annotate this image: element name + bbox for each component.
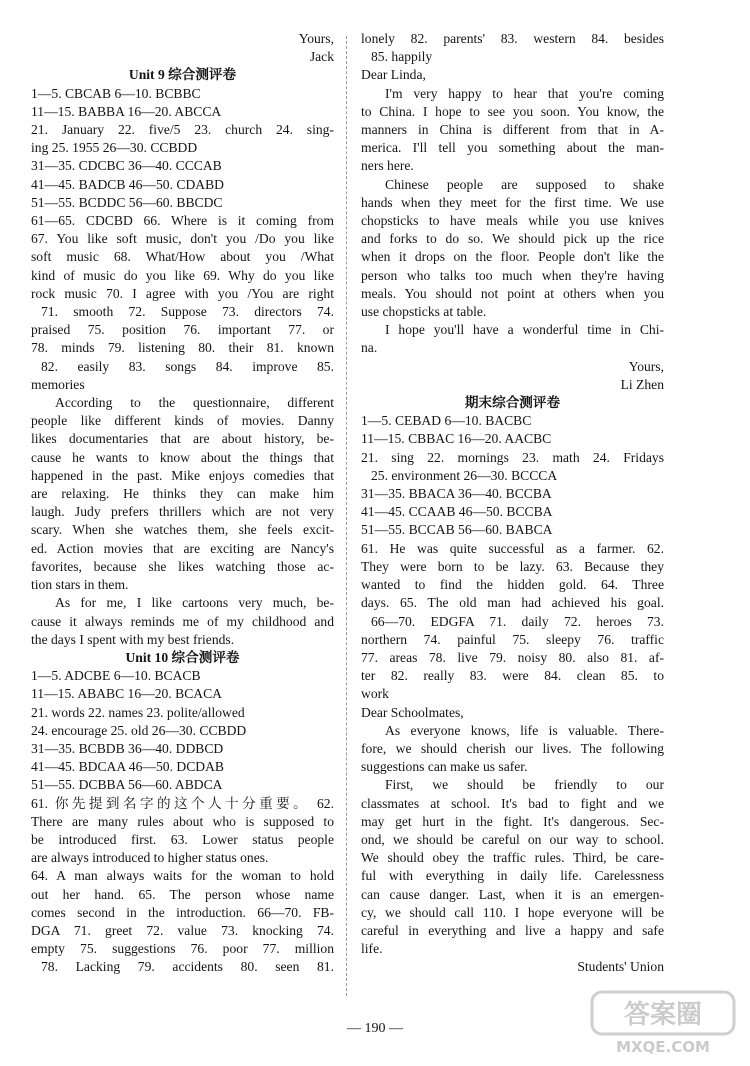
text-line: 31—35. CDCBC 36—40. CCCAB [31, 158, 222, 174]
text-line: 71. smooth 72. Suppose 73. directors 74. [41, 304, 334, 320]
left-column [31, 30, 334, 977]
text-line: may get hurt in the fight. It's dangerous. Sec- [361, 813, 664, 829]
text-line: classmates at school. It's bad to fight and we [361, 795, 664, 811]
text-line: DGA 71. greet 72. value 73. knocking 74. [31, 922, 334, 938]
text-line: Dear Linda, [361, 67, 426, 83]
text-line: 51—55. DCBBA 56—60. ABDCA [31, 777, 223, 793]
text-line: laugh. Judy prefers thrillers which are not very [31, 504, 334, 520]
watermark-text: 答案圈 [623, 1000, 703, 1030]
text-line: As everyone knows, life is valuable. There- [385, 722, 664, 738]
text-line: praised 75. position 76. important 77. or [31, 322, 334, 338]
text-line: out her hand. 65. The person whose name [31, 886, 334, 902]
section-heading: Unit 10 综合测评卷 [125, 649, 240, 665]
text-line: 11—15. CBBAC 16—20. AACBC [361, 431, 552, 447]
text-line: scary. When she watches them, she feels excit- [31, 522, 334, 538]
text-line: ful with everything in daily life. Carelessness [361, 868, 664, 884]
text-line: 66—70. EDGFA 71. daily 72. heroes 73. [371, 613, 664, 629]
text-line: days. 65. The old man had achieved his goal. [361, 595, 664, 611]
text-line: 25. environment 26—30. BCCCA [371, 467, 558, 483]
section-heading: 期末综合测评卷 [464, 395, 561, 411]
text-line: likes documentaries that are about history, be- [31, 431, 334, 447]
text-line: are always introduced to higher status ones. [31, 850, 269, 866]
text-line: As for me, I like cartoons very much, be- [55, 595, 334, 611]
text-line: work [361, 686, 389, 702]
text-line: 77. areas 78. live 79. noisy 80. also 81. af- [361, 649, 664, 665]
text-line: I hope you'll have a wonderful time in Chi- [385, 322, 664, 338]
watermark-url: MXQE.COM [616, 1038, 710, 1056]
text-line: 61. He was quite successful as a farmer. 62. [361, 540, 664, 556]
text-line: soft music 68. What/How about you /What [31, 249, 334, 265]
text-line: are relaxing. He thinks they can make him [31, 486, 334, 502]
text-line: rock music 70. I agree with you /You are right [31, 285, 334, 301]
text-line: comes second in the introduction. 66—70. FB- [31, 904, 334, 920]
text-line: We should obey the traffic rules. Third, be care- [361, 850, 664, 866]
text-line: manners in China is different from that in A- [361, 122, 664, 138]
text-line: I'm very happy to hear that you're coming [385, 85, 664, 101]
text-line: cause he wants to know about the things that [31, 449, 334, 465]
text-line: Dear Schoolmates, [361, 704, 464, 720]
watermark-logo [588, 988, 738, 1058]
text-line: 1—5. ADCBE 6—10. BCACB [31, 668, 201, 684]
text-line: cy, we should call 110. I hope everyone will be [361, 904, 664, 920]
text-line: na. [361, 340, 378, 356]
text-line: when it drops on the floor. People don't like the [361, 249, 664, 265]
text-line: 85. happily [371, 49, 433, 65]
text-line: ners here. [361, 158, 414, 174]
text-line: can cause danger. Last, when it is an emergen- [361, 886, 664, 902]
text-line: Chinese people are supposed to shake [385, 176, 664, 192]
text-line: life. [361, 941, 383, 957]
text-line: 41—45. BADCB 46—50. CDABD [31, 176, 224, 192]
text-line: 1—5. CEBAD 6—10. BACBC [361, 413, 532, 429]
text-line: 21. January 22. five/5 23. church 24. sing- [31, 122, 334, 138]
signature-line: Students' Union [577, 959, 664, 975]
signature-line: Yours, [298, 31, 334, 46]
text-line: ing 25. 1955 26—30. CCBDD [31, 140, 198, 156]
text-line: They were born to be lazy. 63. Because they [361, 558, 664, 574]
text-line: 21. sing 22. mornings 23. math 24. Fridays [361, 449, 664, 465]
text-line: careful in everything and live a happy and safe [361, 922, 664, 938]
text-line: kind of music do you like 69. Why do you like [31, 267, 334, 283]
signature-line: Li Zhen [620, 376, 664, 392]
text-line: 41—45. CCAAB 46—50. BCCBA [361, 504, 553, 520]
text-line: 51—55. BCDDC 56—60. BBCDC [31, 194, 223, 210]
text-line: use chopsticks at table. [361, 304, 487, 320]
text-line: to China. I hope to see you soon. You know, the [361, 103, 664, 119]
text-line: 82. easily 83. songs 84. improve 85. [41, 358, 334, 374]
text-line: and forks to do so. We should pick up the rice [361, 231, 664, 247]
text-line: chopsticks to have meals while you use knives [361, 213, 664, 229]
text-line: empty 75. suggestions 76. poor 77. million [31, 941, 334, 957]
text-line: wanted to find the hidden gold. 64. Three [361, 577, 664, 593]
page-number: — 190 — [347, 1021, 403, 1036]
text-line: 41—45. BDCAA 46—50. DCDAB [31, 759, 224, 775]
text-line: 51—55. BCCAB 56—60. BABCA [361, 522, 553, 538]
signature-line: Yours, [628, 358, 664, 374]
text-line: 67. You like soft music, don't you /Do you like [31, 231, 334, 247]
text-line: 11—15. ABABC 16—20. BCACA [31, 686, 222, 702]
text-line: the days I spent with my best friends. [31, 631, 235, 647]
text-line: suggestions can make us safer. [361, 759, 528, 775]
text-line: favorites, because she likes watching those ac- [31, 558, 334, 574]
text-line: 24. encourage 25. old 26—30. CCBDD [31, 722, 247, 738]
text-line: tion stars in them. [31, 577, 129, 593]
text-line: person who talks too much when they're having [361, 267, 664, 283]
text-line: 78. Lacking 79. accidents 80. seen 81. [41, 959, 334, 975]
text-line: First, we should be friendly to our [385, 777, 664, 793]
text-line: According to the questionnaire, different [55, 395, 334, 411]
text-line: 61. 你先提到名字的这个人十分重要。 62. [31, 795, 334, 811]
text-line: 78. minds 79. listening 80. their 81. known [31, 340, 334, 356]
text-line: 31—35. BBACA 36—40. BCCBA [361, 486, 552, 502]
signature-line: Jack [309, 49, 334, 65]
text-line: hands when they meet for the first time. We use [361, 194, 664, 210]
text-line: fore, we should cherish our lives. The following [361, 740, 664, 756]
text-line: 31—35. BCBDB 36—40. DDBCD [31, 740, 224, 756]
text-line: ed. Action movies that are exciting are Nancy's [31, 540, 334, 556]
text-line: 61—65. CDCBD 66. Where is it coming from [31, 213, 334, 229]
text-line: people like different kinds of movies. Danny [31, 413, 334, 429]
text-line: memories [31, 376, 85, 392]
text-line: merica. I'll tell you something about the man- [361, 140, 664, 156]
text-line: cause it always reminds me of my childhood and [31, 613, 334, 629]
section-heading: Unit 9 综合测评卷 [128, 67, 237, 83]
text-line: northern 74. painful 75. sleepy 76. traffic [361, 631, 664, 647]
text-line: ter 82. really 83. were 84. clean 85. to [361, 668, 664, 684]
text-line: 11—15. BABBA 16—20. ABCCA [31, 103, 222, 119]
text-line: 1—5. CBCAB 6—10. BCBBC [31, 85, 201, 101]
text-line: meals. You should not point at others when you [361, 285, 664, 301]
text-line: happened in the past. Mike enjoys comedies that [31, 467, 334, 483]
text-line: 64. A man always waits for the woman to hold [31, 868, 334, 884]
text-line: be introduced first. 63. Lower status people [31, 831, 334, 847]
text-line: lonely 82. parents' 83. western 84. besides [361, 31, 664, 46]
right-column [361, 30, 664, 977]
text-line: There are many rules about who is supposed to [31, 813, 334, 829]
text-line: ond, we should be careful on our way to school. [361, 831, 664, 847]
column-divider [346, 36, 347, 996]
text-line: 21. words 22. names 23. polite/allowed [31, 704, 245, 720]
